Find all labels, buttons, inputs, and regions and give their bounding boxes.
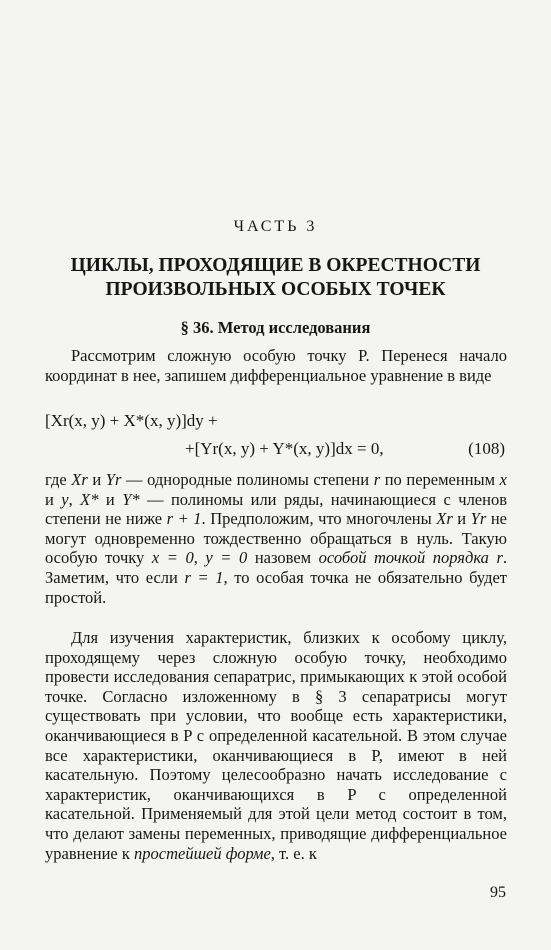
text-run: ,	[193, 548, 206, 568]
math-symbol: r	[496, 548, 503, 568]
text-run: ,	[68, 489, 81, 509]
equation-line2: +[Yr(x, y) + Y*(x, y)]dx = 0,	[185, 439, 384, 458]
text-run: . Предположим, что многочлены	[201, 509, 437, 529]
math-symbol: r = 1	[184, 567, 224, 587]
math-symbol: r + 1	[166, 509, 202, 529]
text-run: . Заметим, что если	[45, 548, 508, 587]
math-symbol: Xr	[71, 470, 88, 489]
math-symbol: y	[61, 489, 69, 509]
math-symbol: Yr	[470, 509, 487, 529]
text-run: по переменным	[380, 470, 500, 489]
math-symbol: x = 0	[151, 548, 194, 568]
text-run: не могут одновременно тождественно обращаться в нуль. Такую особую точку	[45, 509, 507, 568]
text-run: назовем	[247, 548, 319, 568]
math-symbol: Yr	[105, 470, 122, 489]
math-symbol: r	[373, 470, 381, 489]
text-run: , то особая точка не обязательно будет простой.	[45, 567, 508, 607]
intro-paragraph: Рассмотрим сложную особую точку P. Перенеся начало координат в нее, запишем дифференциальное уравнение в виде	[45, 346, 507, 385]
text-run: , т. е. к	[270, 843, 317, 863]
definition-paragraph	[45, 470, 507, 607]
math-symbol: y = 0	[205, 548, 248, 568]
equation-line2-row	[45, 438, 507, 460]
text-run: и	[87, 470, 106, 489]
part-label: ЧАСТЬ 3	[233, 218, 318, 235]
text-run: и	[45, 489, 62, 509]
chapter-title-line2: ПРОИЗВОЛЬНЫХ ОСОБЫХ ТОЧЕК	[105, 279, 446, 300]
emphasis-term: особой точкой порядка	[318, 548, 489, 568]
method-paragraph	[45, 628, 507, 863]
math-symbol: Xr	[436, 509, 453, 529]
emphasis-term: простейшей форме	[134, 843, 271, 863]
text-run: Для изучения характеристик, близких к особому циклу, проходящему через сложную особую точку, необходимо провести исследования сепаратрис, примыкающих к этой особой точке. Согласно изложенному в § 3 сепаратрисы могут существовать при условии, что вообще есть характеристики, оканчивающиеся в P с определенной касательной. В этом случае все характеристики, оканчивающиеся в P, имеют в ней касательную. Поэтому целесообразно начать исследование с характеристик, оканчивающихся в P с определенной касательной. Применяемый для этой цели метод состоит в том, что делают замены переменных, приводящие дифференциальное уравнение к	[45, 628, 507, 863]
equation-number: (108)	[468, 439, 505, 458]
page-number: 95	[490, 884, 506, 901]
section-title: § 36. Метод исследования	[180, 318, 371, 337]
text-run: где	[45, 470, 72, 489]
text-run: — полиномы или ряды, начинающиеся с членов степени не ниже	[45, 489, 507, 529]
math-symbol: X*	[80, 489, 99, 509]
equation-line1: [Xr(x, y) + X*(x, y)]dy +	[45, 411, 218, 430]
text-run: и	[98, 489, 123, 509]
text-run: — однородные полиномы степени	[121, 470, 374, 489]
math-symbol: x	[499, 470, 507, 489]
math-symbol: Y*	[122, 489, 140, 509]
chapter-title	[40, 254, 511, 302]
text-run: и	[452, 509, 471, 529]
chapter-title-line1: ЦИКЛЫ, ПРОХОДЯЩИЕ В ОКРЕСТНОСТИ	[70, 255, 481, 276]
